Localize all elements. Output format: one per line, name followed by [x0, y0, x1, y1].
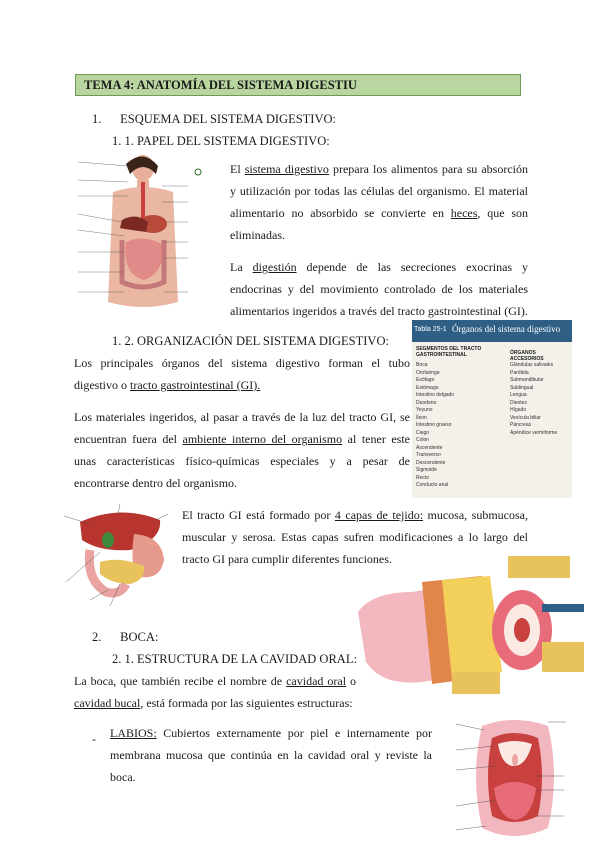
table-col1 — [416, 362, 454, 490]
table-col1-item: Conducto anal — [416, 482, 449, 488]
table-col2-item: Submandibular — [510, 377, 544, 383]
organs-table-figure — [412, 320, 572, 498]
paragraph-materials: Los materiales ingeridos, al pasar a través de la luz del tracto GI, se encuentran fuera del ambiente interno del organismo al tener este unas características físico-químicas especiales y a pesar de encontrarse dentro del organismo. — [74, 410, 410, 490]
section-2-1-heading: 2. 1. ESTRUCTURA DE LA CAVIDAD ORAL: — [112, 652, 357, 666]
table-col1-item: Estómago — [416, 384, 439, 391]
table-col2-item: Apéndice vermiforme — [510, 429, 558, 436]
section-1-2-heading: 1. 2. ORGANIZACIÓN DEL SISTEMA DIGESTIVO: — [112, 334, 389, 348]
bullet-dash: - — [92, 732, 96, 746]
table-col1-item: Esófago — [416, 377, 435, 383]
term-4-capas: 4 capas de tejido: — [334, 508, 424, 522]
table-col1-item: Colon — [416, 437, 430, 443]
digestive-system-figure — [58, 152, 228, 314]
paragraph-layers: El tracto GI está formado por 4 capas de tejido: mucosa, submucosa, muscular y serosa. Estas capas sufren modificaciones a lo largo del tracto GI para cumplir diferentes funciones. — [182, 508, 528, 566]
table-col1-item: Descendente — [416, 459, 446, 466]
table-col2-item: Lengua — [510, 392, 527, 398]
gi-wall-layers-figure — [352, 552, 588, 694]
term-sistema-digestivo: sistema digestivo — [244, 162, 329, 176]
section-2-title: BOCA: — [120, 630, 159, 644]
table-caption: Tabla 25-1 — [414, 326, 447, 333]
paragraph-organs: Los principales órganos del sistema digestivo forman el tubo digestivo o tracto gastrointestinal (GI). — [74, 356, 410, 392]
table-col2-item: Páncreas — [510, 422, 532, 428]
table-col1-item: Sigmoide — [416, 467, 437, 473]
table-col1-item: Intestino delgado — [416, 392, 455, 398]
page-title: TEMA 4: ANATOMÍA DEL SISTEMA DIGESTIU — [75, 74, 521, 96]
table-col1-header: SEGMENTOS DEL TRACTO GASTROINTESTINAL — [416, 346, 482, 358]
table-col1-item: Íleon — [416, 414, 427, 421]
table-col2-item: Parótida — [510, 369, 529, 376]
table-col1-item: Intestino grueso — [416, 422, 452, 428]
term-labios: LABIOS: — [110, 726, 157, 740]
table-col1-item: Boca — [416, 362, 428, 368]
table-col1-item: Transverso — [416, 452, 441, 458]
table-col2-item: Sublingual — [510, 384, 534, 391]
section-1-title: ESQUEMA DEL SISTEMA DIGESTIVO: — [120, 112, 336, 126]
section-2-number: 2. — [92, 630, 102, 644]
section-1-1-heading: 1. 1. PAPEL DEL SISTEMA DIGESTIVO: — [112, 134, 330, 148]
table-col2 — [510, 362, 557, 437]
term-digestion: digestión — [252, 260, 297, 274]
table-col1-item: Ascendente — [416, 444, 443, 451]
table-col1-item: Orofaringe — [416, 369, 440, 376]
term-ambiente-interno: ambiente interno del organismo — [182, 432, 343, 446]
section-1-heading — [92, 112, 336, 127]
liver-stomach-figure — [60, 500, 180, 610]
term-tracto-gi: tracto gastrointestinal (GI). — [130, 378, 261, 392]
oral-cavity-figure — [436, 716, 586, 844]
table-col2-item: Hígado — [510, 407, 527, 413]
table-col2-item: Glándulas salivales — [510, 362, 554, 368]
table-col1-item: Yeyuno — [416, 407, 433, 413]
paragraph-role: El sistema digestivo prepara los alimentos para su absorción y utilización por todas las células del organismo. El material alimentario no absorbido se convierte en heces, que son eliminadas. — [230, 162, 529, 242]
table-col2-header: ÓRGANOS ACCESORIOS — [510, 350, 544, 362]
table-title: Órganos del sistema digestivo — [452, 324, 561, 334]
section-2-heading — [92, 630, 158, 645]
bullet-labios: LABIOS: Cubiertos externamente por piel e internamente por membrana mucosa que continúa en la cavidad oral y reviste la boca. — [110, 726, 432, 784]
table-col2-item: Dientes — [510, 399, 527, 406]
table-col1-item: Recto — [416, 474, 430, 481]
term-cavidad-oral: cavidad oral — [286, 674, 347, 688]
paragraph-digestion: La digestión depende de las secreciones exocrinas y endocrinas y del movimiento controlado de los materiales alimentarios ingeridos a través del tracto gastrointestinal (GI). — [230, 260, 528, 318]
term-heces: heces — [450, 206, 478, 220]
paragraph-boca: La boca, que también recibe el nombre de cavidad oral o cavidad bucal, está formada por las siguientes estructuras: — [74, 674, 357, 710]
table-col1-item: Ciego — [416, 429, 430, 436]
table-col2-item: Vesícula biliar — [510, 414, 541, 421]
section-1-number: 1. — [92, 112, 102, 126]
term-cavidad-bucal: cavidad bucal — [74, 696, 141, 710]
table-col1-item: Duodeno — [416, 399, 437, 406]
